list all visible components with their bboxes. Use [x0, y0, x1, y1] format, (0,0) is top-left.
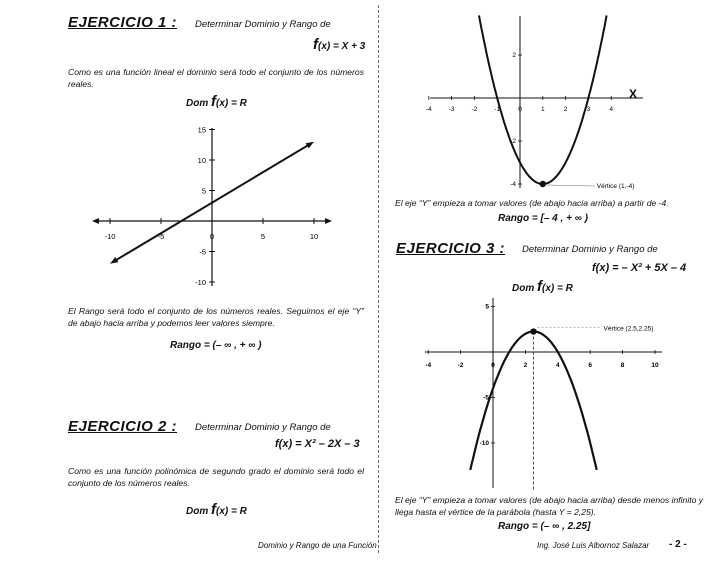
- ejercicio-2-function: f(x) = X² – 2X – 3: [275, 438, 360, 450]
- y-tick-label: -5: [199, 247, 206, 257]
- x-tick-label: 4: [609, 106, 614, 113]
- page-number: - 2 -: [669, 539, 687, 550]
- graph-parabola-2: [420, 294, 668, 492]
- y-tick-label: 2: [512, 52, 516, 59]
- x-tick-label: 10: [651, 362, 659, 369]
- x-tick-label: 10: [309, 232, 319, 241]
- ejercicio-2-dominio: [186, 501, 247, 518]
- x-axis-label: X: [629, 87, 638, 101]
- y-tick-label: 15: [197, 125, 206, 135]
- y-tick-label: -10: [195, 278, 206, 287]
- ejercicio-3-subtitle: Determinar Dominio y Rango de: [522, 244, 658, 255]
- dom-f: f: [537, 278, 543, 295]
- ejercicio-2-rango-paragraph: El eje “Y” empieza a tomar valores (de abajo hacia arriba) a partir de -4.: [395, 198, 669, 208]
- x-tick-label: -2: [457, 362, 464, 369]
- vertex-pointer: [547, 185, 595, 186]
- y-tick-label: 5: [485, 303, 489, 311]
- column-divider: [378, 5, 379, 553]
- x-tick-label: 4: [555, 362, 560, 369]
- graph-linear: [88, 118, 338, 296]
- x-axis-arrow-right: [325, 218, 332, 224]
- dom-label: Dom: [186, 506, 209, 517]
- vertex-point: [530, 328, 536, 334]
- graph-parabola-1: [425, 8, 650, 194]
- vertex-label: Vértice (1,-4): [596, 183, 635, 190]
- x-tick-label: 2: [563, 106, 568, 113]
- dom-rest: (x) = R: [542, 283, 573, 294]
- x-tick-label: 3: [586, 106, 591, 113]
- ejercicio-2-paragraph: Como es una función polinómica de segundo grado el dominio será todo el conjunto de los números reales.: [68, 466, 364, 488]
- line-arrow-start: [110, 257, 118, 264]
- x-axis-arrow-left: [92, 218, 99, 224]
- x-tick-label: 8: [620, 362, 625, 369]
- x-tick-label: -4: [425, 362, 432, 369]
- x-tick-label: -4: [425, 106, 432, 113]
- x-tick-label: -1: [494, 106, 501, 113]
- dom-rest: (x) = R: [216, 98, 247, 109]
- x-tick-label: 2: [523, 362, 528, 369]
- x-tick-label: 0: [518, 106, 522, 113]
- x-tick-label: 6: [588, 362, 593, 369]
- ejercicio-3-function: f(x) = – X² + 5X – 4: [592, 262, 687, 274]
- ejercicio-3-rango: Rango = (– ∞ , 2.25]: [498, 521, 591, 532]
- dom-f: f: [211, 501, 217, 518]
- y-tick-label: -2: [510, 138, 516, 145]
- x-tick-label: -3: [448, 106, 455, 113]
- ejercicio-1-paragraph: Como es una función lineal el dominio será todo el conjunto de los números reales.: [68, 67, 364, 89]
- x-tick-label: -10: [104, 232, 116, 241]
- x-tick-label: 0: [209, 232, 215, 241]
- ejercicio-2-title: EJERCICIO 2 :: [68, 418, 178, 435]
- ejercicio-1-subtitle: Determinar Dominio y Rango de: [195, 19, 331, 30]
- y-tick-label: -10: [479, 440, 489, 447]
- x-tick-label: -2: [471, 106, 478, 113]
- ejercicio-1-dominio: [186, 93, 247, 110]
- y-tick-label: -5: [483, 394, 489, 402]
- vertex-point: [540, 181, 546, 187]
- x-tick-label: -5: [157, 232, 165, 241]
- footer-title: Dominio y Rango de una Función: [258, 541, 377, 550]
- ejercicio-2-rango: Rango = [– 4 , + ∞ ): [498, 213, 588, 224]
- ejercicio-1-rango-paragraph: El Rango será todo el conjunto de los números reales. Seguimos el eje “Y” de abajo hacia arriba y podemos leer valores siempre.: [68, 306, 364, 328]
- dom-label: Dom: [186, 98, 209, 109]
- ejercicio-1-rango: Rango = (– ∞ , + ∞ ): [170, 340, 262, 351]
- ejercicio-1-function: [313, 36, 365, 53]
- dom-rest: (x) = R: [216, 506, 247, 517]
- ejercicio-1-title: EJERCICIO 1 :: [68, 14, 178, 31]
- function-f: f: [313, 36, 318, 53]
- y-tick-label: -4: [510, 181, 516, 188]
- ejercicio-3-dominio: [512, 278, 573, 295]
- vertex-label: Vértice (2.5,2.25): [603, 325, 654, 333]
- x-tick-label: 1: [540, 106, 545, 113]
- ejercicio-3-title: EJERCICIO 3 :: [396, 240, 506, 257]
- dom-label: Dom: [512, 283, 535, 294]
- dom-f: f: [211, 93, 217, 110]
- function-rest: (x) = X + 3: [318, 41, 366, 52]
- y-tick-label: 5: [201, 186, 206, 196]
- x-tick-label: 5: [260, 232, 266, 241]
- ejercicio-3-rango-paragraph: El eje “Y” empieza a tomar valores (de abajo hacia arriba) desde menos infinito y llega hasta el vértice de la parábola (hasta Y = 2,25).: [395, 495, 704, 517]
- footer-author: Ing. José Luis Albornoz Salazar: [537, 541, 650, 550]
- x-tick-label: 0: [491, 362, 495, 369]
- y-tick-label: 10: [197, 156, 206, 165]
- ejercicio-2-subtitle: Determinar Dominio y Rango de: [195, 422, 331, 433]
- line-arrow-end: [306, 142, 314, 149]
